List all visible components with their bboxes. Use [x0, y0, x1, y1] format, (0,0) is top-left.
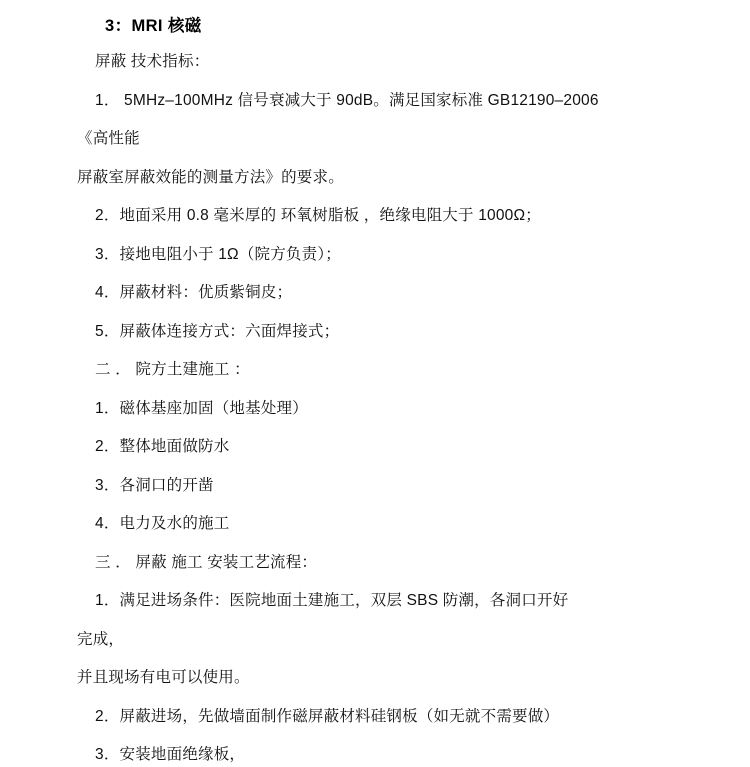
paragraph: 4．电力及水的施工	[95, 515, 230, 533]
paragraph: 1．满足进场条件：医院地面土建施工，双层 SBS 防潮，各洞口开好	[95, 592, 569, 610]
paragraph: 屏蔽室屏蔽效能的测量方法》的要求。	[77, 168, 344, 186]
paragraph: 3．安装地面绝缘板，	[95, 746, 246, 764]
paragraph: 3．接地电阻小于 1Ω（院方负责）；	[95, 245, 341, 263]
paragraph: 3．各洞口的开凿	[95, 476, 214, 494]
paragraph: 并且现场有电可以使用。	[77, 669, 250, 687]
section-heading: 二 ． 院方土建施工 ：	[95, 361, 250, 379]
paragraph: 4．屏蔽材料：优质紫铜皮；	[95, 284, 293, 302]
paragraph: 2．地面采用 0.8 毫米厚的 环氧树脂板 ，绝缘电阻大于 1000Ω；	[95, 207, 541, 225]
paragraph: 1． 5MHz–100MHz 信号衰减大于 90dB。满足国家标准 GB12190–2006	[95, 91, 599, 109]
paragraph: 屏蔽 技术指标：	[95, 53, 210, 70]
paragraph: 5．屏蔽体连接方式：六面焊接式；	[95, 322, 340, 340]
paragraph: 2．屏蔽进场，先做墙面制作磁屏蔽材料硅钢板（如无就不需要做）	[95, 707, 560, 725]
paragraph: 2．整体地面做防水	[95, 438, 230, 456]
page-title: 3：MRI 核磁	[105, 17, 202, 35]
paragraph: 《高性能	[77, 130, 140, 148]
paragraph: 完成，	[77, 630, 125, 648]
section-heading: 三 ． 屏蔽 施工 安装工艺流程：	[95, 553, 318, 571]
paragraph: 1．磁体基座加固（地基处理）	[95, 399, 308, 417]
